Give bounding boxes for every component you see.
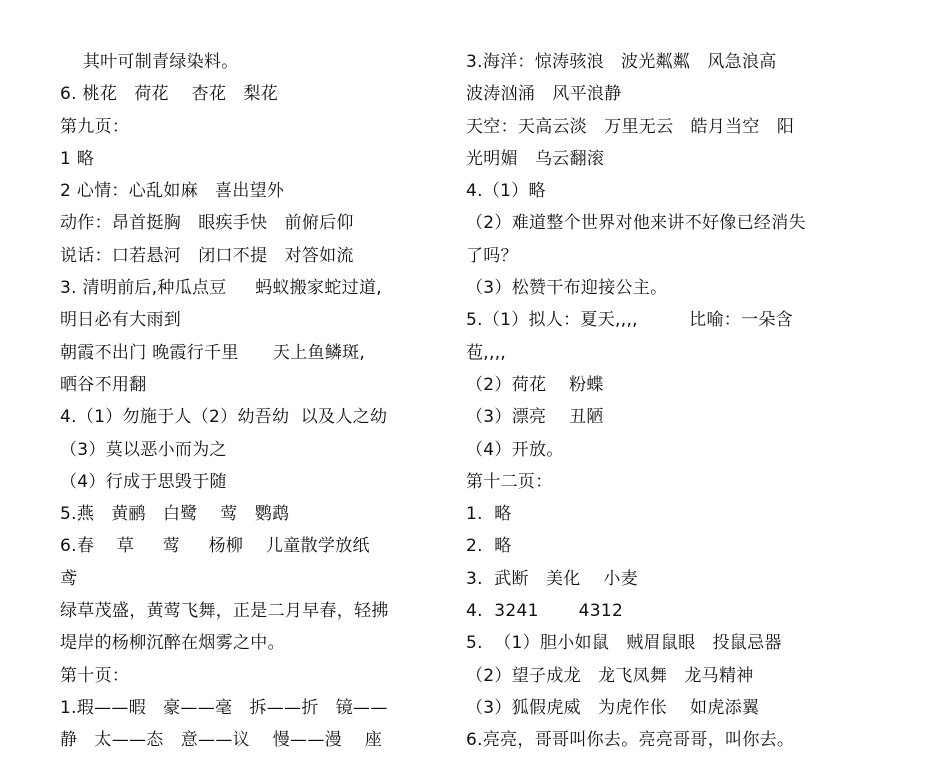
text-line: 晒谷不用翻 xyxy=(60,374,147,395)
text-line: （2）望子成龙 龙飞凤舞 龙马精神 xyxy=(466,665,754,686)
text-line: 1 略 xyxy=(60,148,95,169)
right-column xyxy=(466,46,858,757)
text-line: （3）松赞干布迎接公主。 xyxy=(466,278,668,299)
text-line: 波涛汹涌 风平浪静 xyxy=(466,84,622,105)
text-line: 6.亮亮，哥哥叫你去。亮亮哥哥，叫你去。 xyxy=(466,730,795,751)
text-line: （4）开放。 xyxy=(466,439,564,460)
text-line: 5.燕 黄鹂 白鹭 莺 鹦鹉 xyxy=(60,504,290,525)
text-line: 4.（1）勿施于人（2）幼吾幼 以及人之幼 xyxy=(60,407,388,428)
text-line: （3）漂亮 丑陋 xyxy=(466,407,604,428)
section-heading: 第十二页： xyxy=(466,471,553,492)
text-line: 6.春 草 莺 杨柳 儿童散学放纸 xyxy=(60,536,370,557)
text-line: 苞,,,, xyxy=(466,342,507,363)
text-line: 绿草茂盛，黄莺飞舞，正是二月早春，轻拂 xyxy=(60,601,389,622)
text-line: 朝霞不出门 晚霞行千里 天上鱼鳞斑, xyxy=(60,342,366,363)
text-line: （3）狐假虎威 为虎作伥 如虎添翼 xyxy=(466,697,760,718)
text-line: 明日必有大雨到 xyxy=(60,310,182,331)
text-line: （2）难道整个世界对他来讲不好像已经消失 xyxy=(466,213,806,234)
text-line: （2）荷花 粉蝶 xyxy=(466,374,604,395)
text-line: 3. 清明前后,种瓜点豆 蚂蚁搬家蛇过道, xyxy=(60,278,382,299)
text-line: 5.（1）拟人：夏天,,,, 比喻：一朵含 xyxy=(466,310,793,331)
text-line: 静 太——态 意——议 慢——漫 座 xyxy=(60,730,383,751)
text-line: 6. 桃花 荷花 杏花 梨花 xyxy=(60,84,278,105)
text-line: 3. 武断 美化 小麦 xyxy=(466,568,638,589)
text-line: 动作：昂首挺胸 眼疾手快 前俯后仰 xyxy=(60,213,354,234)
text-line: 4.（1）略 xyxy=(466,181,546,202)
text-line: 鸢 xyxy=(60,568,78,589)
text-line: 3.海洋：惊涛骇浪 波光粼粼 风急浪高 xyxy=(466,52,777,72)
text-line: 1.瑕——暇 豪——毫 拆——折 镜—— xyxy=(60,697,388,718)
text-line: 堤岸的杨柳沉醉在烟雾之中。 xyxy=(60,633,285,654)
left-column xyxy=(60,46,452,757)
text-line: （3）莫以恶小而为之 xyxy=(60,439,227,460)
text-line: 2. 略 xyxy=(466,536,512,557)
text-line: 5. （1）胆小如鼠 贼眉鼠眼 投鼠忌器 xyxy=(466,633,782,654)
text-line: 2 心情：心乱如麻 喜出望外 xyxy=(60,181,285,202)
text-line: 其叶可制青绿染料。 xyxy=(60,52,239,72)
section-heading: 第九页： xyxy=(60,116,130,137)
text-line: 1. 略 xyxy=(466,504,512,525)
text-line: （4）行成于思毁于随 xyxy=(60,471,227,492)
text-line: 说话：口若悬河 闭口不提 对答如流 xyxy=(60,245,354,266)
text-line: 光明媚 乌云翻滚 xyxy=(466,148,605,169)
text-line: 了吗？ xyxy=(466,245,518,266)
text-line: 4. 3241 4312 xyxy=(466,601,624,622)
text-line: 天空：天高云淡 万里无云 皓月当空 阳 xyxy=(466,116,795,137)
section-heading: 第十页： xyxy=(60,665,130,686)
